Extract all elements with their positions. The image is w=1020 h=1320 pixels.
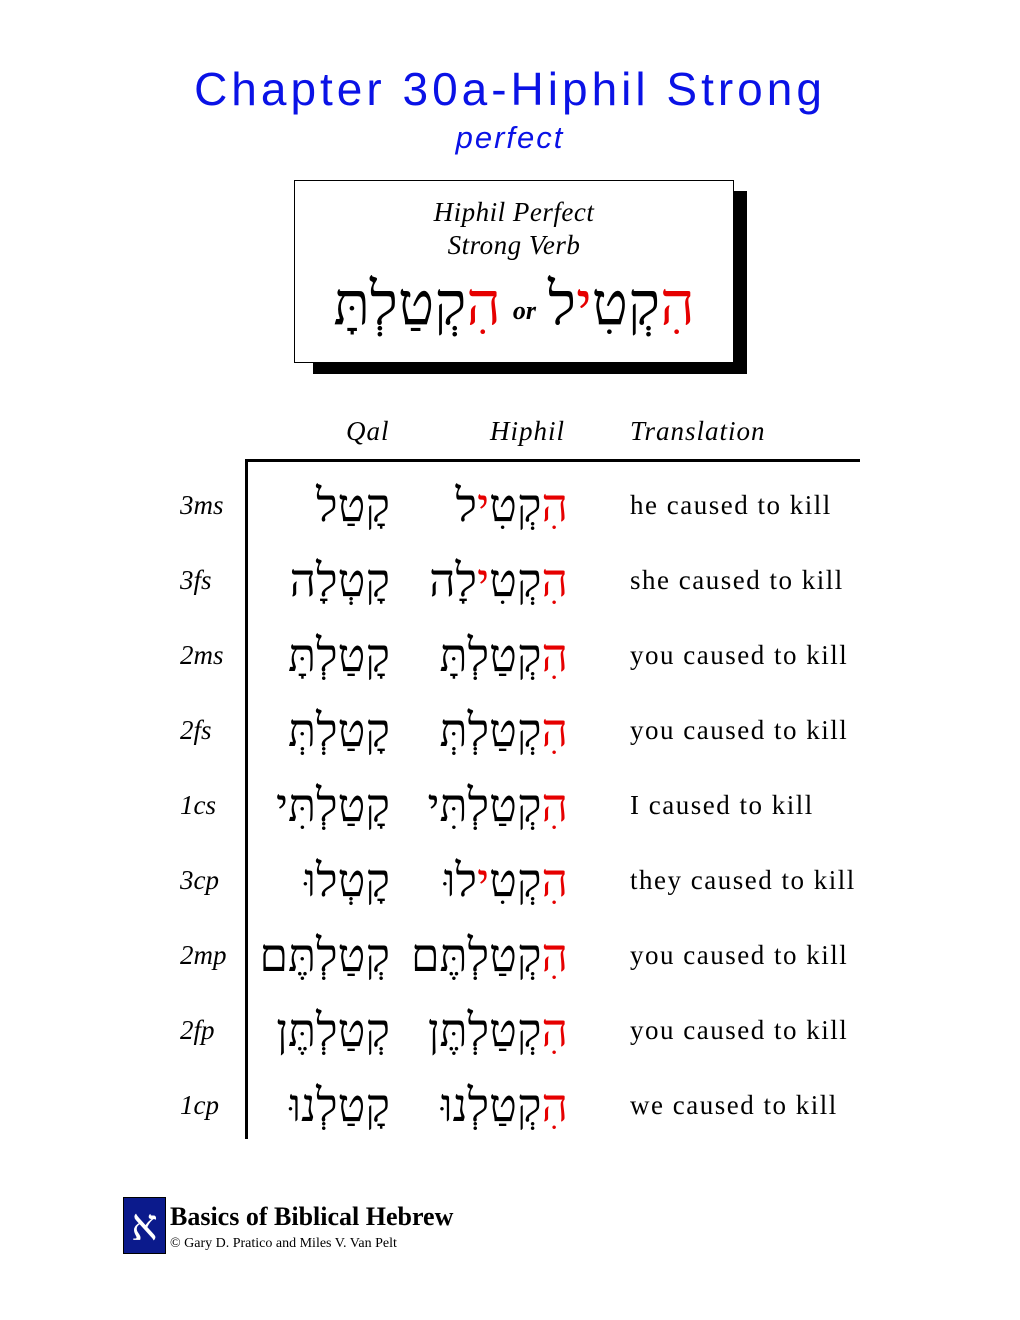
aleph-letter: א [131,1199,158,1251]
hiphil-prefix: הִ [541,928,568,982]
hiphil-ending: ל [455,478,478,532]
hiphil-form [440,693,568,768]
hiphil-yod: י [477,553,490,607]
hiphil-prefix: הִ [541,1003,568,1057]
table-row [0,918,1020,993]
person-label: 3fs [180,565,212,595]
qal-form: קָטְלוּ [304,853,390,907]
translation-text: you caused to kill [630,640,849,670]
hiphil-prefix: הִ [541,703,568,757]
person-label: 2fs [180,715,212,745]
paradigm-box [294,180,734,363]
translation-text: I caused to kill [630,790,814,820]
hiphil-form [429,543,568,618]
table-row [0,618,1020,693]
paradigm-form-2-end: ל [547,269,577,339]
hiphil-ending: לָה [429,553,478,607]
hiphil-stem: קְטִ [489,553,542,607]
hiphil-stem: קְטַלְנוּ [440,1078,542,1132]
column-header-translation: Translation [630,416,766,446]
person-label: 3cp [180,865,219,895]
hiphil-stem: קְטִ [489,478,542,532]
qal-form: קָטַלְתְּ [288,703,390,757]
person-label: 3ms [180,490,224,520]
translation-text: you caused to kill [630,1015,849,1045]
table-row [0,768,1020,843]
page-title: Chapter 30a-Hiphil Strong [194,63,826,115]
copyright-notice: © Gary D. Pratico and Miles V. Van Pelt [170,1236,397,1251]
hiphil-form [456,468,568,543]
person-label: 2ms [180,640,224,670]
column-header-qal: Qal [346,416,390,446]
aleph-logo-icon [123,1197,166,1254]
hiphil-form [444,843,568,918]
page-subtitle: perfect [455,120,565,155]
box-heading-line1: Hiphil Perfect [433,197,595,227]
qal-form: קָטַלְנוּ [289,1078,390,1132]
translation-text: you caused to kill [630,715,849,745]
qal-form: קְטַלְתֶּן [276,1003,390,1057]
translation-text: she caused to kill [630,565,844,595]
hiphil-stem: קְטִ [489,853,542,907]
paradigm-form-2-stem: קְטִ [591,269,661,339]
table-row [0,993,1020,1068]
table-row [0,843,1020,918]
hiphil-prefix: הִ [541,553,568,607]
hiphil-stem: קְטַלְתִּי [427,778,542,832]
hiphil-yod: י [477,853,490,907]
column-header-hiphil: Hiphil [490,416,566,446]
table-row [0,468,1020,543]
qal-form: קָטַל [316,478,390,532]
hiphil-form [440,618,568,693]
hiphil-prefix: הִ [541,478,568,532]
hiphil-form [427,768,568,843]
translation-text: we caused to kill [630,1090,838,1120]
paradigm-form-1-prefix: הִ [466,269,501,339]
person-label: 1cs [180,790,216,820]
hiphil-yod: י [477,478,490,532]
qal-form: קָטַלְתִּי [275,778,390,832]
hiphil-prefix: הִ [541,628,568,682]
paradigm-form-2-yod: י [576,269,592,339]
qal-form: קָטְלָה [289,553,390,607]
paradigm-forms [295,264,733,344]
table-row [0,1068,1020,1143]
hiphil-stem: קְטַלְתֶּן [427,1003,542,1057]
book-title: Basics of Biblical Hebrew [170,1202,454,1231]
translation-text: they caused to kill [630,865,856,895]
hiphil-prefix: הִ [541,778,568,832]
hiphil-prefix: הִ [541,853,568,907]
table-row [0,543,1020,618]
box-heading-line2: Strong Verb [447,230,581,260]
person-label: 2mp [180,940,227,970]
hiphil-stem: קְטַלְתְּ [439,703,542,757]
paradigm-form-2 [548,264,695,344]
hiphil-prefix: הִ [541,1078,568,1132]
person-label: 1cp [180,1090,219,1120]
qal-form: קְטַלְתֶּם [259,928,390,982]
person-label: 2fp [180,1015,215,1045]
or-label: or [512,296,536,325]
hiphil-form [441,1068,568,1143]
table-header-rule [247,459,860,462]
hiphil-form [428,993,568,1068]
hiphil-stem: קְטַלְתָּ [439,628,542,682]
translation-text: you caused to kill [630,940,849,970]
paradigm-form-1-stem: קְטַלְתָּ [333,269,467,339]
hiphil-stem: קְטַלְתֶּם [410,928,542,982]
paradigm-form-1 [333,264,501,344]
translation-text: he caused to kill [630,490,832,520]
hiphil-form [411,918,568,993]
paradigm-form-2-prefix: הִ [660,269,695,339]
table-row [0,693,1020,768]
qal-form: קָטַלְתָּ [288,628,390,682]
hiphil-ending: לוּ [443,853,478,907]
